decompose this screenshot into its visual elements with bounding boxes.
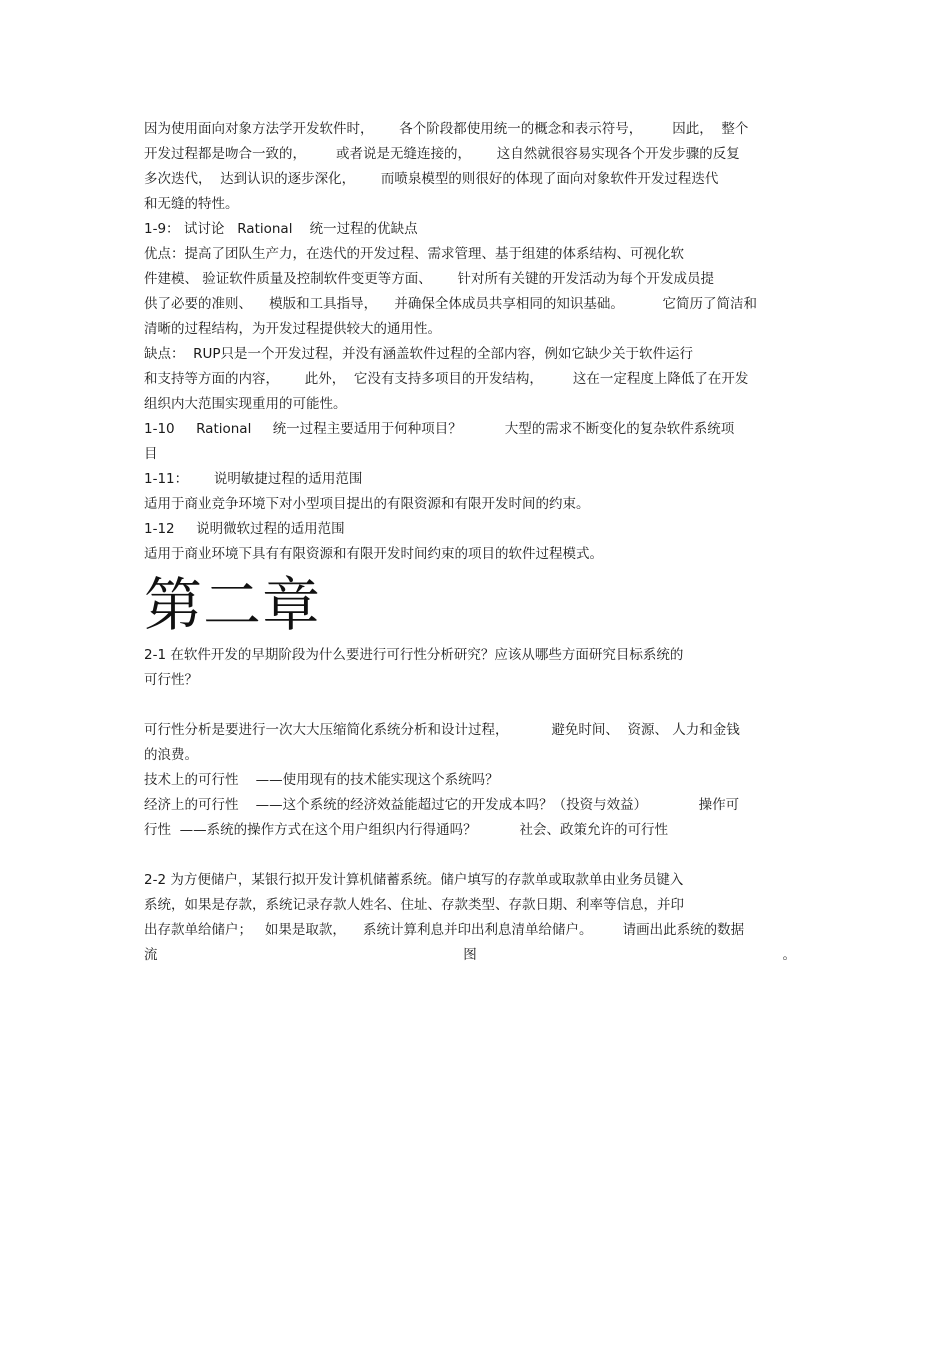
question-heading: 1-11： 说明敏捷过程的适用范围 [144,471,363,487]
text-line: 件建模、 验证软件质量及控制软件变更等方面、 针对所有关键的开发活动为每个开发成员提 [144,271,715,287]
blank-line [144,843,808,868]
justified-word: 流 [144,947,158,963]
chapter-title: 第二章 [144,571,322,639]
question-heading: 1-9： 试讨论 Rational 统一过程的优缺点 [144,221,418,237]
text-line: 和无缝的特性。 [144,196,239,212]
paragraph-block-answer-2-1 [144,718,808,843]
text-line: 多次迭代， 达到认识的逐步深化， 而喷泉模型的则很好的体现了面向对象软件开发过程迭代 [144,171,719,187]
justified-word: 图 [463,947,477,963]
blank-line [144,693,808,718]
text-line: 适用于商业环境下具有有限资源和有限开发时间约束的项目的软件过程模式。 [144,546,603,562]
question-heading: 1-10 Rational 统一过程主要适用于何种项目？ 大型的需求不断变化的复杂软件系统项 [144,421,735,437]
text-line: 开发过程都是吻合一致的， 或者说是无缝连接的， 这自然就很容易实现各个开发步骤的反复 [144,146,740,162]
text-line: 适用于商业竞争环境下对小型项目提出的有限资源和有限开发时间的约束。 [144,496,590,512]
text-line: 系统，如果是存款，系统记录存款人姓名、住址、存款类型、存款日期、利率等信息，并印 [144,897,684,913]
text-line: 清晰的过程结构，为开发过程提供较大的通用性。 [144,321,441,337]
text-line: 因为使用面向对象方法学开发软件时， 各个阶段都使用统一的概念和表示符号， 因此， 整个 [144,121,749,137]
text-line: 目 [144,446,158,462]
text-line: 出存款单给储户； 如果是取款， 系统计算利息并印出利息清单给储户。 请画出此系统的数据 [144,922,745,938]
question-heading: 2-1 在软件开发的早期阶段为什么要进行可行性分析研究？应该从哪些方面研究目标系统的 [144,647,684,663]
question-heading: 1-12 说明微软过程的适用范围 [144,521,345,537]
text-line-justified [144,943,796,968]
text-line: 技术上的可行性 ——使用现有的技术能实现这个系统吗？ [144,772,499,788]
document-body [144,117,808,968]
text-line: 可行性？ [144,672,198,688]
question-heading: 2-2 为方便储户，某银行拟开发计算机储蓄系统。储户填写的存款单或取款单由业务员键入 [144,872,684,888]
text-line: 行性 ——系统的操作方式在这个用户组织内行得通吗？ 社会、政策允许的可行性 [144,822,668,838]
paragraph-block-question-2-2 [144,868,808,968]
text-line: 可行性分析是要进行一次大大压缩简化系统分析和设计过程， 避免时间、 资源、 人力和金钱 [144,722,740,738]
text-line: 优点：提高了团队生产力，在迭代的开发过程、需求管理、基于组建的体系结构、可视化软 [144,246,684,262]
text-line: 经济上的可行性 ——这个系统的经济效益能超过它的开发成本吗？（投资与效益） 操作可 [144,797,740,813]
text-line: 和支持等方面的内容， 此外， 它没有支持多项目的开发结构， 这在一定程度上降低了在开发 [144,371,749,387]
text-line: 供了必要的准则、 模版和工具指导， 并确保全体成员共享相同的知识基础。 它简历了简洁和 [144,296,757,312]
text-line: 组织内大范围实现重用的可能性。 [144,396,347,412]
text-line: 的浪费。 [144,747,198,763]
paragraph-block-chapter1 [144,117,808,567]
justified-word: 。 [782,947,796,963]
paragraph-block-question-2-1 [144,643,808,693]
text-line: 缺点： RUP只是一个开发过程，并没有涵盖软件过程的全部内容，例如它缺少关于软件运行 [144,346,693,362]
